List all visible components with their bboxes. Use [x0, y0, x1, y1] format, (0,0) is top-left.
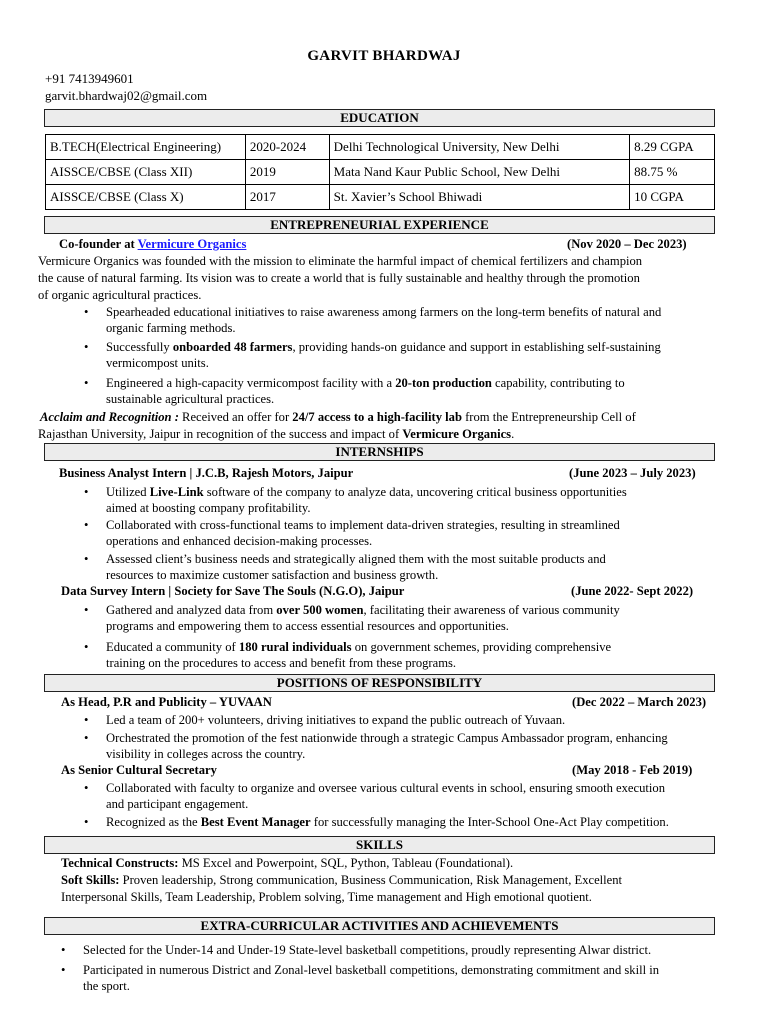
company-link[interactable]: Vermicure Organics [137, 237, 247, 251]
email-address: garvit.bhardwaj02@gmail.com [45, 88, 208, 103]
score-cell: 88.75 % [630, 160, 715, 185]
school-cell: Mata Nand Kaur Public School, New Delhi [329, 160, 629, 185]
list-item-cont: resources to maximize customer satisfaction and business growth. [106, 568, 439, 582]
list-item-cont: and participant engagement. [106, 797, 249, 811]
list-item: • Recognized as the Best Event Manager for successfully managing the Inter-School One-Act Play competition. [106, 814, 669, 831]
pos1-title: As Head, P.R and Publicity – YUVAAN [61, 695, 272, 709]
list-item: • Collaborated with cross-functional teams to implement data-driven strategies, resulting in streamlined [106, 517, 620, 534]
score-cell: 10 CGPA [630, 185, 715, 210]
table-row [46, 135, 715, 160]
years-cell: 2020-2024 [245, 135, 329, 160]
list-item: • Led a team of 200+ volunteers, driving initiatives to expand the public outreach of Yuvaan. [106, 712, 565, 729]
entre-dates: (Nov 2020 – Dec 2023) [567, 237, 687, 251]
list-item: • Educated a community of 180 rural individuals on government schemes, providing comprehensive [106, 639, 611, 656]
pos2-title: As Senior Cultural Secretary [61, 763, 217, 777]
score-cell: 8.29 CGPA [630, 135, 715, 160]
list-item-cont: programs and empowering them to access essential resources and opportunities. [106, 619, 509, 633]
years-cell: 2017 [245, 185, 329, 210]
list-item: • Engineered a high-capacity vermicompost facility with a 20-ton production capability, contributing to [106, 375, 625, 392]
candidate-name: GARVIT BHARDWAJ [307, 48, 461, 64]
list-item: • Gathered and analyzed data from over 500 women, facilitating their awareness of various community [106, 602, 620, 619]
entre-desc-line: of organic agricultural practices. [38, 288, 202, 302]
intern2-title: Data Survey Intern | Society for Save The Souls (N.G.O), Jaipur [61, 584, 405, 598]
entre-role [59, 236, 246, 253]
list-item: • Collaborated with faculty to organize and oversee various cultural events in school, ensuring smooth execution [106, 780, 665, 797]
list-item-cont: training on the procedures to access and benefit from these programs. [106, 656, 457, 670]
years-cell: 2019 [245, 160, 329, 185]
list-item-cont: vermicompost units. [106, 356, 209, 370]
list-item: • Assessed client’s business needs and strategically aligned them with the most suitable products and [106, 551, 606, 568]
table-row [46, 160, 715, 185]
list-item-cont: visibility in colleges across the country. [106, 747, 306, 761]
role-prefix: Co-founder at [59, 237, 138, 251]
section-header-positions: POSITIONS OF RESPONSIBILITY [44, 674, 715, 692]
list-item: • Spearheaded educational initiatives to raise awareness among farmers on the long-term benefits of natural and [106, 304, 661, 321]
section-header-skills: SKILLS [44, 836, 715, 854]
list-item: • Selected for the Under-14 and Under-19 State-level basketball competitions, proudly representing Alwar district. [83, 942, 651, 959]
entre-desc-line: the cause of natural farming. Its vision was to create a world that is fully sustainable and healthy through the promotion [38, 271, 640, 285]
pos1-dates: (Dec 2022 – March 2023) [572, 695, 707, 709]
degree-cell: B.TECH(Electrical Engineering) [46, 135, 246, 160]
intern1-title: Business Analyst Intern | J.C.B, Rajesh Motors, Jaipur [59, 466, 354, 480]
table-row [46, 185, 715, 210]
entre-desc-line: Vermicure Organics was founded with the mission to eliminate the harmful impact of chemical fertilizers and champion [38, 254, 643, 268]
skills-technical: Technical Constructs: MS Excel and Powerpoint, SQL, Python, Tableau (Foundational). [61, 856, 514, 870]
list-item-cont: the sport. [83, 979, 130, 993]
skills-soft-cont: Interpersonal Skills, Team Leadership, Problem solving, Time management and High emotional quotient. [61, 890, 592, 904]
intern1-dates: (June 2023 – July 2023) [569, 466, 696, 480]
intern2-dates: (June 2022- Sept 2022) [571, 584, 694, 598]
list-item-cont: aimed at boosting company profitability. [106, 501, 311, 515]
list-item: • Utilized Live-Link software of the company to analyze data, uncovering critical business opportunities [106, 484, 627, 501]
section-header-entrepreneurial: ENTREPRENEURIAL EXPERIENCE [44, 216, 715, 234]
section-header-internships: INTERNSHIPS [44, 443, 715, 461]
list-item: • Participated in numerous District and Zonal-level basketball competitions, demonstrating commitment and skill in [83, 962, 659, 979]
acclaim-line: Rajasthan University, Jaipur in recognition of the success and impact of Vermicure Organics. [38, 427, 515, 441]
list-item-cont: operations and enhanced decision-making processes. [106, 534, 373, 548]
skills-soft: Soft Skills: Proven leadership, Strong communication, Business Communication, Risk Management, Excellent [61, 873, 623, 887]
degree-cell: AISSCE/CBSE (Class XII) [46, 160, 246, 185]
list-item-cont: sustainable agricultural practices. [106, 392, 275, 406]
education-table [45, 134, 715, 210]
acclaim-line: Acclaim and Recognition : Received an offer for 24/7 access to a high-facility lab from the Entrepreneurship Cell of [40, 410, 636, 424]
degree-cell: AISSCE/CBSE (Class X) [46, 185, 246, 210]
section-header-education: EDUCATION [44, 109, 715, 127]
list-item: • Orchestrated the promotion of the fest nationwide through a strategic Campus Ambassador program, enhancing [106, 730, 668, 747]
school-cell: St. Xavier’s School Bhiwadi [329, 185, 629, 210]
phone-number: +91 7413949601 [45, 71, 134, 86]
school-cell: Delhi Technological University, New Delhi [329, 135, 629, 160]
list-item-cont: organic farming methods. [106, 321, 236, 335]
section-header-extra: EXTRA-CURRICULAR ACTIVITIES AND ACHIEVEMENTS [44, 917, 715, 935]
list-item: • Successfully onboarded 48 farmers, providing hands-on guidance and support in establishing self-sustaining [106, 339, 661, 356]
pos2-dates: (May 2018 - Feb 2019) [572, 763, 693, 777]
